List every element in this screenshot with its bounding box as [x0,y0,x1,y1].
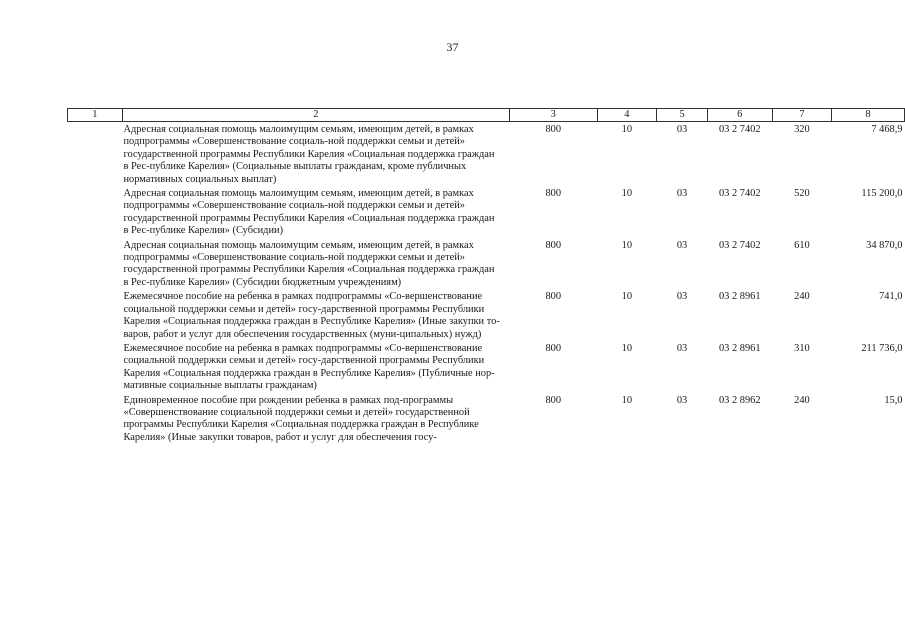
table-row [68,393,905,445]
table-row [68,186,905,238]
cell-expense-type: 610 [794,239,810,251]
table-row [68,341,905,393]
column-header-4: 4 [597,109,657,122]
row-description: Ежемесячное пособие на ребенка в рамках подпрограммы «Со-вершенствование социальной поддержки семьи и детей» госу-дарственной программы Республики Карелия «Социальная поддержка граждан в Республике Карелия» (Публичные нор-мативные социальные выплаты гражданам) [123,342,495,392]
header-row [68,109,905,122]
column-header-3: 3 [510,109,598,122]
cell-target-article: 03 2 8962 [718,394,761,406]
cell-ministry-code: 800 [545,124,562,135]
cell-section: 10 [621,124,633,135]
cell-section: 10 [621,239,633,251]
cell-expense-type: 520 [794,188,810,200]
cell-section: 10 [621,394,633,406]
cell-expense-type: 240 [794,291,810,303]
row-description: Единовременное пособие при рождении ребенка в рамках под-программы «Совершенствование социальной поддержки семьи и детей» государственной программы Республики Карелия «Социальная поддержка граждан в Республике Карелия» (Иные закупки товаров, работ и услуг для обеспечения госу- [123,394,479,443]
table-row [68,122,905,187]
cell-target-article: 03 2 7402 [718,124,761,135]
column-header-5: 5 [657,109,708,122]
cell-amount: 34 870,0 [866,239,903,251]
column-header-2: 2 [122,109,509,122]
column-header-1: 1 [68,109,123,122]
cell-subsection: 03 [676,394,688,406]
cell-target-article: 03 2 7402 [718,188,761,200]
row-description: Ежемесячное пособие на ребенка в рамках подпрограммы «Со-вершенствование социальной поддержки семьи и детей» госу-дарственной программы Республики Карелия «Социальная поддержка граждан в Республике Карелия» (Иные закупки то-варов, работ и услуг для обеспечения государственных (муни-ципальных) нужд) [123,291,500,340]
cell-subsection: 03 [676,124,688,135]
column-header-7: 7 [772,109,832,122]
row-description: Адресная социальная помощь малоимущим семьям, имеющим детей, в рамках подпрограммы «Совершенствование социаль-ной поддержки семьи и детей» государственной программы Республики Карелия «Социальная поддержка граждан в Рес-публике Карелия» (Субсидии бюджетным учреждениям) [123,239,495,288]
cell-section: 10 [621,342,633,354]
column-header-6: 6 [707,109,772,122]
cell-amount: 211 736,0 [861,342,903,354]
cell-section: 10 [621,291,633,303]
row-description: Адресная социальная помощь малоимущим семьям, имеющим детей, в рамках подпрограммы «Совершенствование социаль-ной поддержки семьи и детей» государственной программы Республики Карелия «Социальная поддержка граждан в Рес-публике Карелия» (Социальные выплаты гражданам, кроме публичных нормативных социальных выплат) [123,124,495,185]
cell-expense-type: 240 [794,394,810,406]
cell-target-article: 03 2 8961 [718,342,761,354]
table-row [68,289,905,341]
cell-expense-type: 320 [794,124,810,135]
table-row [68,238,905,290]
cell-ministry-code: 800 [545,239,562,251]
row-description: Адресная социальная помощь малоимущим семьям, имеющим детей, в рамках подпрограммы «Совершенствование социаль-ной поддержки семьи и детей» государственной программы Республики Карелия «Социальная поддержка граждан в Рес-публике Карелия» (Субсидии) [123,188,495,237]
budget-table [67,108,905,444]
cell-subsection: 03 [676,291,688,303]
cell-subsection: 03 [676,239,688,251]
cell-ministry-code: 800 [545,342,562,354]
cell-section: 10 [621,188,633,200]
cell-expense-type: 310 [794,342,810,354]
cell-subsection: 03 [676,188,688,200]
page-number: 37 [446,40,459,54]
cell-target-article: 03 2 8961 [718,291,761,303]
cell-amount: 115 200,0 [861,188,903,200]
cell-ministry-code: 800 [545,394,562,406]
cell-ministry-code: 800 [545,291,562,303]
cell-amount: 741,0 [879,291,903,303]
cell-subsection: 03 [676,342,688,354]
cell-amount: 15,0 [884,394,903,406]
cell-amount: 7 468,9 [871,124,903,135]
cell-target-article: 03 2 7402 [718,239,761,251]
cell-ministry-code: 800 [545,188,562,200]
column-header-8: 8 [832,109,905,122]
